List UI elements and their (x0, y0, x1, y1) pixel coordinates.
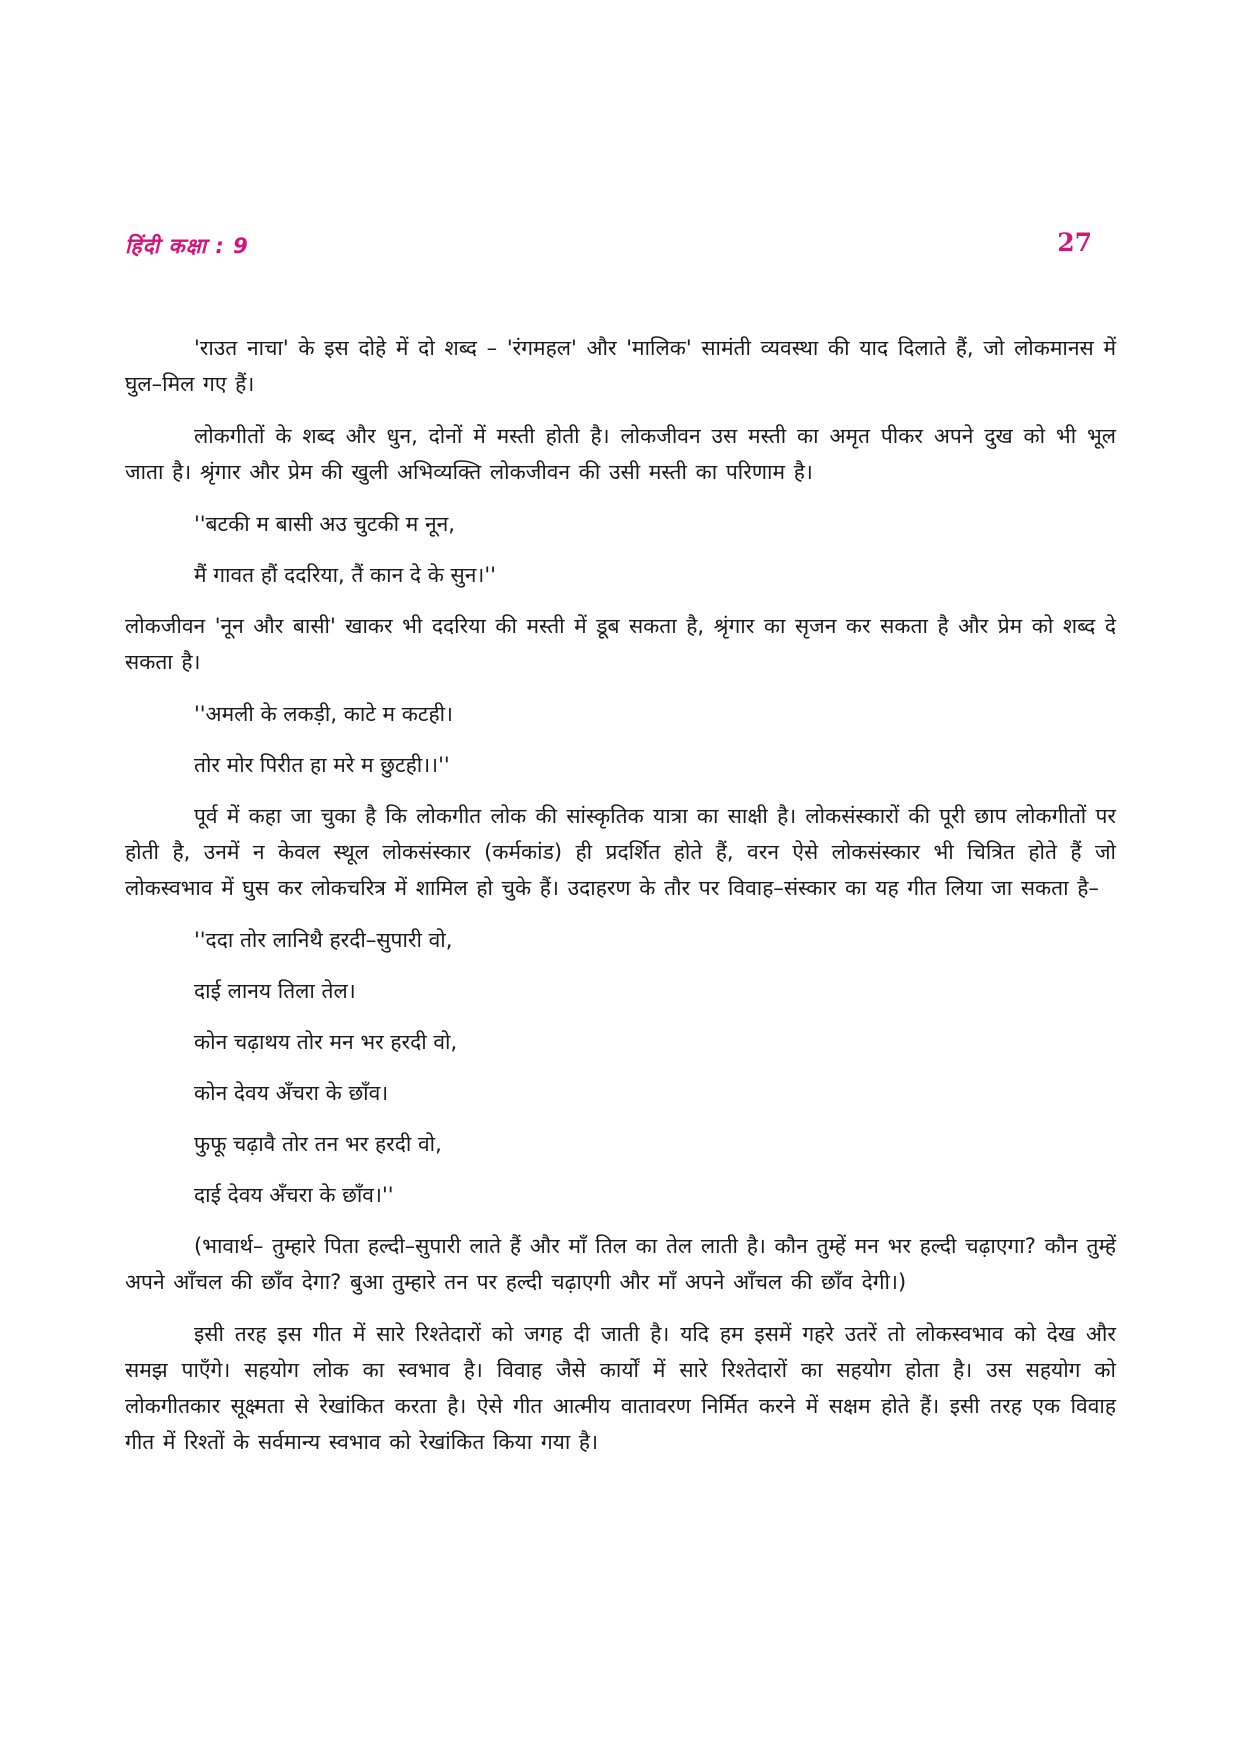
verse-line: ''बटकी म बासी अउ चुटकी म नून, (194, 512, 455, 536)
paragraph-3: लोकजीवन 'नून और बासी' खाकर भी ददरिया की मस्ती में डूब सकता है, श्रृंगार का सृजन कर सकता है और प्रेम को शब्द दे सकता है। (125, 614, 1116, 674)
page-body (125, 330, 1116, 1476)
paragraph-5: (भावार्थ– तुम्हारे पिता हल्दी–सुपारी लाते हैं और माँ तिल का तेल लाती है। कौन तुम्हें मन भर हल्दी चढ़ाएगा? कौन तुम्हें अपने आँचल की छाँव देगा? बुआ तुम्हारे तन पर हल्दी चढ़ाएगी और माँ अपने आँचल की छाँव देगी।) (125, 1234, 1116, 1294)
verse-line: ''ददा तोर लानिथै हरदी–सुपारी वो, (194, 928, 453, 952)
page-number: 27 (1057, 228, 1092, 257)
verse-line: दाई देवय अँचरा के छाँव।'' (194, 1183, 394, 1207)
verse-line: तोर मोर पिरीत हा मरे म छुटही।।'' (194, 753, 450, 777)
running-title: हिंदी कक्षा : 9 (125, 234, 249, 258)
verse-line: कोन चढ़ाथय तोर मन भर हरदी वो, (194, 1030, 458, 1054)
verse-line: ''अमली के लकड़ी, काटे म कटही। (194, 702, 454, 726)
paragraph-2: लोकगीतों के शब्द और धुन, दोनों में मस्ती होती है। लोकजीवन उस मस्ती का अमृत पीकर अपने दुख को भी भूल जाता है। श्रृंगार और प्रेम की खुली अभिव्यक्ति लोकजीवन की उसी मस्ती का परिणाम है। (125, 424, 1116, 484)
verse-line: मैं गावत हौं ददरिया, तैं कान दे के सुन।'' (194, 563, 496, 587)
paragraph-1: 'राउत नाचा' के इस दोहे में दो शब्द – 'रंगमहल' और 'मालिक' सामंती व्यवस्था की याद दिलाते हैं, जो लोकमानस में घुल–मिल गए हैं। (125, 336, 1116, 396)
verse-line: कोन देवय अँचरा के छाँव। (194, 1081, 389, 1105)
verse-line: दाई लानय तिला तेल। (194, 979, 356, 1003)
paragraph-4: पूर्व में कहा जा चुका है कि लोकगीत लोक की सांस्कृतिक यात्रा का साक्षी है। लोकसंस्कारों की पूरी छाप लोकगीतों पर होती है, उनमें न केवल स्थूल लोकसंस्कार (कर्मकांड) ही प्रदर्शित होते हैं, वरन ऐसे लोकसंस्कार भी चित्रित होते हैं जो लोकस्वभाव में घुस कर लोकचरित्र में शामिल हो चुके हैं। उदाहरण के तौर पर विवाह–संस्कार का यह गीत लिया जा सकता है– (125, 804, 1116, 900)
paragraph-6: इसी तरह इस गीत में सारे रिश्तेदारों को जगह दी जाती है। यदि हम इसमें गहरे उतरें तो लोकस्वभाव को देख और समझ पाएँगे। सहयोग लोक का स्वभाव है। विवाह जैसे कार्यों में सारे रिश्तेदारों का सहयोग होता है। उस सहयोग को लोकगीतकार सूक्ष्मता से रेखांकित करता है। ऐसे गीत आत्मीय वातावरण निर्मित करने में सक्षम होते हैं। इसी तरह एक विवाह गीत में रिश्तों के सर्वमान्य स्वभाव को रेखांकित किया गया है। (125, 1322, 1116, 1454)
verse-line: फुफू चढ़ावै तोर तन भर हरदी वो, (194, 1132, 442, 1156)
